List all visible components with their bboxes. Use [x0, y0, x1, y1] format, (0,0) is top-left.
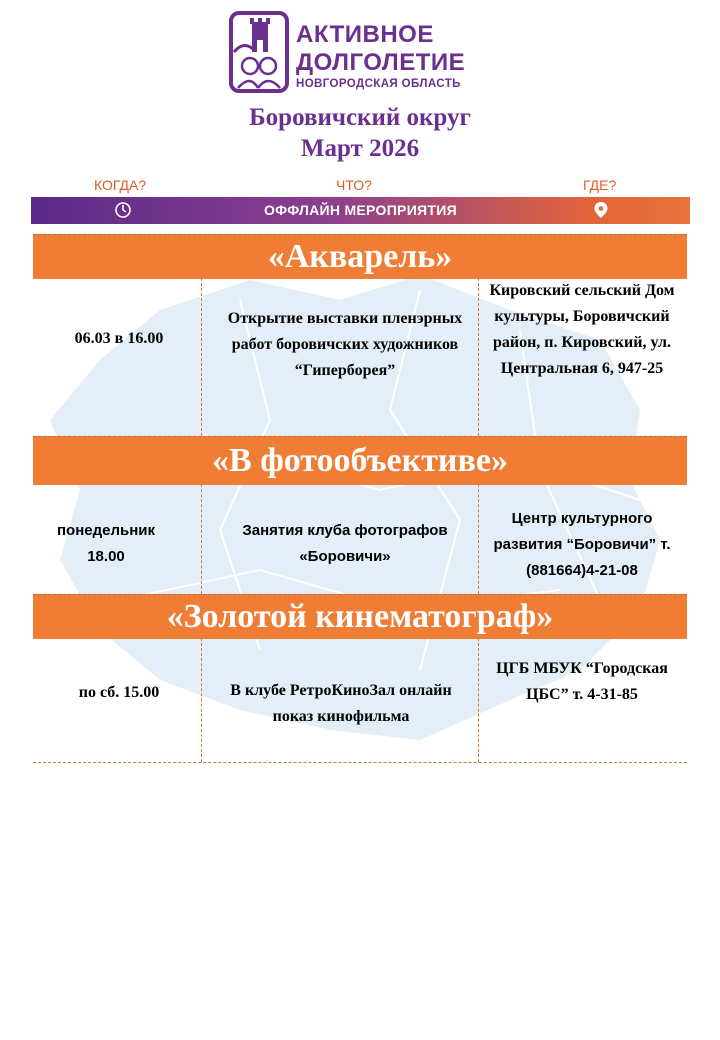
month-title: Март 2026: [300, 135, 420, 162]
logo-emblem-icon: [228, 10, 290, 94]
table-bottom-border: [33, 762, 687, 763]
event-title: «Золотой кинематограф»: [33, 594, 687, 639]
event-when: 06.03 в 16.00: [74, 330, 164, 347]
column-divider: [478, 484, 479, 594]
logo-title-line1: АКТИВНОЕ: [296, 21, 434, 48]
event-where: ЦГБ МБУК “Городская ЦБС” т. 4-31-85: [496, 660, 668, 703]
column-divider: [478, 638, 479, 762]
event-when: по сб. 15.00: [78, 684, 160, 701]
column-divider: [201, 638, 202, 762]
event-where: Кировский сельский Дом культуры, Боровичский район, п. Кировский, ул. Центральная 6, 947-25: [489, 282, 675, 377]
logo: [228, 10, 498, 96]
location-pin-icon: [593, 201, 609, 219]
event-when: понедельник 18.00: [56, 522, 156, 565]
column-divider: [201, 484, 202, 594]
column-label-when: КОГДА?: [94, 177, 147, 193]
offline-events-band: [31, 197, 690, 224]
event-what: Открытие выставки пленэрных работ боровичских художников “Гиперборея”: [227, 310, 463, 379]
event-title: «Акварель»: [33, 234, 687, 279]
column-label-what: ЧТО?: [336, 177, 372, 193]
event-what: В клубе РетроКиноЗал онлайн показ кинофильма: [230, 682, 452, 725]
column-divider: [201, 278, 202, 436]
column-label-where: ГДЕ?: [583, 177, 617, 193]
logo-subtitle: НОВГОРОДСКАЯ ОБЛАСТЬ: [296, 78, 461, 90]
offline-events-label: ОФФЛАЙН МЕРОПРИЯТИЯ: [263, 202, 457, 218]
column-divider: [478, 278, 479, 436]
event-where: Центр культурного развития “Боровичи” т. (881664)4-21-08: [493, 510, 671, 579]
logo-title-line2: ДОЛГОЛЕТИЕ: [296, 49, 466, 76]
event-what: Занятия клуба фотографов «Боровичи»: [242, 522, 448, 565]
event-title: «В фотообъективе»: [33, 436, 687, 485]
region-title: Боровичский округ: [249, 104, 471, 131]
